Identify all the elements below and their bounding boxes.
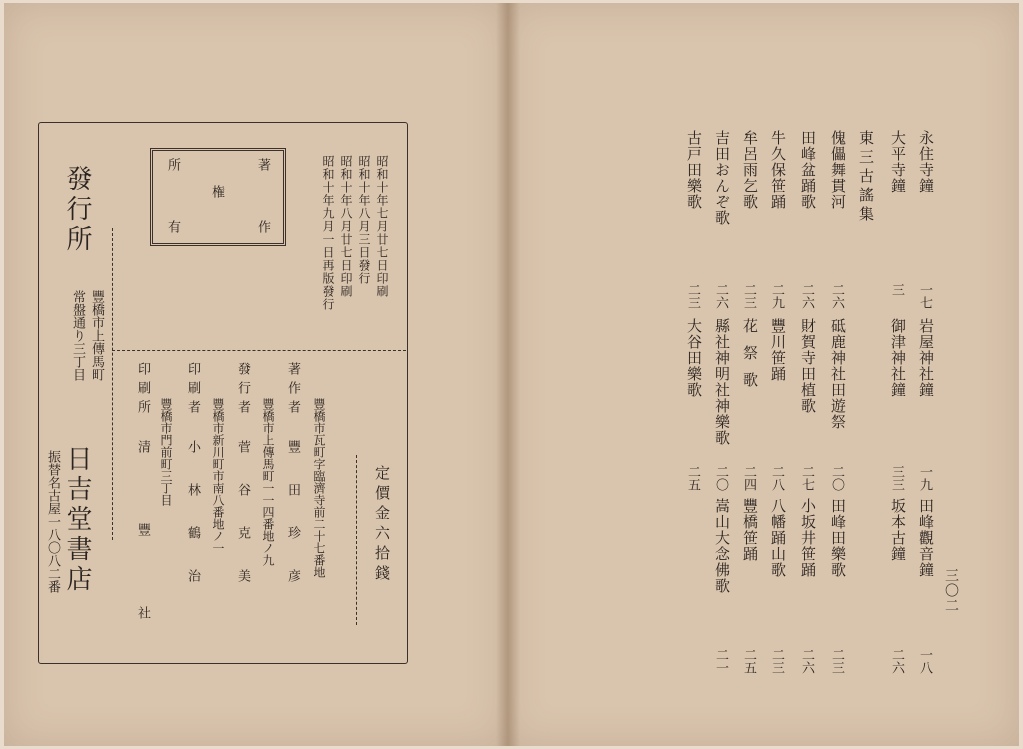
toc-title: 傀儡舞貫河 <box>829 130 847 210</box>
copyright-line-2: 権 <box>209 185 224 198</box>
date-1: 昭和十年七月廿七日印刷 <box>375 155 389 298</box>
author-label: 著作者 <box>285 362 300 419</box>
account-number: 振替名古屋一八〇八二番 <box>45 450 60 593</box>
toc-title: 永住寺鐘 <box>917 130 935 194</box>
page-number: 三〇二 <box>943 568 959 613</box>
toc-page: 二〇 <box>713 465 728 491</box>
printer-label: 印刷者 <box>185 362 200 419</box>
copyright-line-1: 著 作 <box>255 158 270 251</box>
publisher-address-1: 豐橋市上傳馬町 <box>89 290 104 381</box>
toc-page: 二三 <box>829 648 844 674</box>
toc-page: 二三 <box>769 648 784 674</box>
toc-page: 二六 <box>799 648 814 674</box>
toc-title: 縣社神明社神樂歌 <box>713 318 731 446</box>
toc-page: 二六 <box>713 283 728 309</box>
toc-title: 吉田おんぞ歌 <box>713 130 731 226</box>
printshop-address: 豐橋市門前町三丁目 <box>159 398 173 506</box>
toc-title: 田峰田樂歌 <box>829 498 847 578</box>
toc-title: 花祭歌 <box>741 318 759 399</box>
toc-title: 砥鹿神社田遊祭 <box>829 318 847 430</box>
date-4: 昭和十年九月一日再版發行 <box>321 155 335 311</box>
toc-page: 二一 <box>713 648 728 674</box>
toc-page: 二七 <box>799 465 814 491</box>
right-page <box>506 3 1019 746</box>
toc-title: 田峰觀音鐘 <box>917 498 935 578</box>
date-2: 昭和十年八月三日發行 <box>357 155 371 285</box>
issuer-name: 菅谷克美 <box>235 440 250 612</box>
copyright-line-3: 所 有 <box>165 158 180 251</box>
toc-page: 二六 <box>799 283 814 309</box>
printshop-name: 清豐社 <box>135 440 150 689</box>
toc-title: 豐橋笹踊 <box>741 498 759 562</box>
divider-horizontal <box>112 350 406 351</box>
toc-page: 三三 <box>889 465 904 491</box>
toc-page: 一七 <box>917 283 932 309</box>
toc-title: 田峰盆踊歌 <box>799 130 817 210</box>
toc-page: 二〇 <box>829 465 844 491</box>
author-name: 豐田珍彦 <box>285 440 300 612</box>
toc-page: 二五 <box>741 648 756 674</box>
toc-page: 二九 <box>769 283 784 309</box>
author-address: 豐橋市瓦町字臨濟寺前二十七番地 <box>312 398 326 578</box>
toc-title: 岩屋神社鐘 <box>917 318 935 398</box>
toc-page: 二五 <box>685 465 700 491</box>
toc-title: 豐川笹踊 <box>769 318 787 382</box>
toc-title: 御津神社鐘 <box>889 318 907 398</box>
toc-page: 二四 <box>741 465 756 491</box>
issuer-address: 豐橋市上傳馬町一一四番地ノ九 <box>261 398 275 566</box>
printshop-label: 印刷所 <box>135 362 150 419</box>
toc-title: 大谷田樂歌 <box>685 318 703 398</box>
toc-title: 財賀寺田植歌 <box>799 318 817 414</box>
publisher-name: 日吉堂書店 <box>62 445 92 595</box>
toc-title: 小坂井笹踊 <box>799 498 817 578</box>
date-3: 昭和十年八月廿七日印刷 <box>339 155 353 298</box>
toc-title: 牟呂雨乞歌 <box>741 130 759 210</box>
toc-page: 二三 <box>685 283 700 309</box>
publisher-label: 發行所 <box>62 165 92 255</box>
toc-page: 二三 <box>741 283 756 309</box>
toc-page: 一九 <box>917 465 932 491</box>
toc-page: 二六 <box>829 283 844 309</box>
divider-vertical <box>112 228 113 540</box>
publisher-address-2: 常盤通り三丁目 <box>70 290 85 381</box>
printer-address: 豐橋市新川町市南八番地ノ一 <box>211 398 225 554</box>
toc-title: 古戸田樂歌 <box>685 130 703 210</box>
toc-page: 三 <box>889 283 904 296</box>
printer-name: 小林鶴治 <box>185 440 200 612</box>
toc-title: 八幡踊山歌 <box>769 498 787 578</box>
toc-title: 坂本古鐘 <box>889 498 907 562</box>
price: 定價金六拾錢 <box>373 465 391 585</box>
toc-page: 二六 <box>889 648 904 674</box>
toc-title: 大平寺鐘 <box>889 130 907 194</box>
toc-page: 一八 <box>917 648 932 674</box>
issuer-label: 發行者 <box>235 362 250 419</box>
toc-title: 嵩山大念佛歌 <box>713 498 731 594</box>
book-gutter <box>496 3 520 746</box>
toc-section-title: 東三古謠集 <box>857 130 875 225</box>
toc-title: 牛久保笹踊 <box>769 130 787 210</box>
toc-page: 二八 <box>769 465 784 491</box>
